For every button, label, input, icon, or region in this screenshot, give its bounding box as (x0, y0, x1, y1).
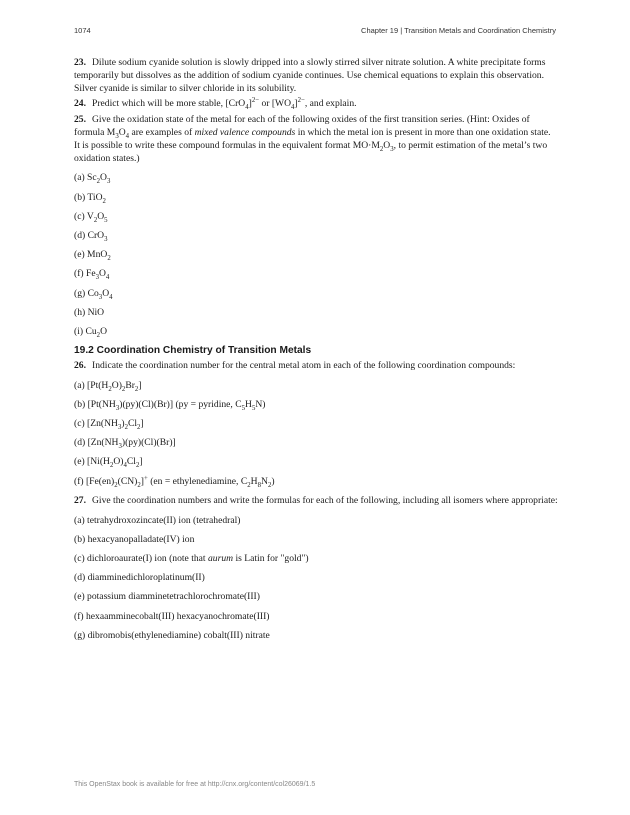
problem-27-items (74, 515, 558, 643)
list-item: (a) $Sc_2O_3$ (74, 172, 111, 186)
list-item: (f) $Fe_3O_4$ (74, 268, 110, 282)
list-item: (e) potassium diamminetetrachlorochromate(III) (74, 591, 260, 603)
problem-text: Indicate the coordination number for the central metal atom in each of the following coordination compounds: (92, 359, 516, 371)
problem-text: Give the coordination numbers and write the formulas for each of the following, including all isomers where appropriate: (92, 494, 558, 506)
list-item: (e) MnO$_2$ (74, 249, 111, 263)
list-item: (c) $[Zn(NH_3)_2Cl_2]$ (74, 418, 144, 431)
footer-note: This OpenStax book is available for free at http://cnx.org/content/col26069/1.5 (74, 781, 316, 788)
section-title: 19.2 Coordination Chemistry of Transition Metals (74, 345, 312, 357)
problem-23 (74, 57, 558, 95)
list-item: (i) $Cu_2O$ (74, 325, 107, 339)
problem-26 (74, 360, 558, 373)
list-item: (a) tetrahydroxozincate(II) ion (tetrahedral) (74, 514, 241, 526)
list-item: (e) $[Ni(H_2O)_4Cl_2]$ (74, 456, 143, 470)
problem-24 (74, 98, 558, 111)
list-item: (b) $[Pt(NH_3)(py)(Cl)(Br)] (py$ = pyridine, $C_5H_5N$) (74, 398, 266, 412)
problem-number: 24. (74, 98, 86, 110)
list-item: (b) TiO$_2$ (74, 191, 106, 205)
problem-number: 25. (74, 114, 86, 126)
problem-text: Give the oxidation state of the metal for each of the following oxides of the first transition series. (Hint: Oxides of formula $M_3O_4$ are examples of mixed valence compounds in which the metal ion is present in more than one oxidation state. It is possible to write these compound formulas in the equivalent format $MO\cdot M_2O_3$, to permit estimation of the metal’s two oxidation states.) (74, 114, 551, 164)
problem-25-items (74, 172, 558, 338)
list-item: (f) $[Fe(en)_2(CN)_2]^+$ (en = ethylenediamine, $C_2H_8N_2$) (74, 474, 275, 489)
list-item: (b) hexacyanopalladate(IV) ion (74, 533, 195, 545)
chapter-header: Chapter 19 | Transition Metals and Coordination Chemistry (361, 26, 556, 35)
list-item: (g) dibromobis(ethylenediamine) cobalt(III) nitrate (74, 629, 270, 641)
list-item: (c) dichloroaurate(I) ion (note that aurum is Latin for "gold") (74, 552, 309, 564)
problem-number: 26. (74, 359, 86, 371)
list-item: (d) $[Zn(NH_3)(py)(Cl)(Br)]$ (74, 437, 176, 451)
problem-number: 27. (74, 494, 86, 506)
list-item: (a) $[Pt(H_2O)_2Br_2]$ (74, 379, 142, 393)
list-item: (d) CrO$_3$ (74, 229, 108, 243)
list-item: (g) $Co_3O_4$ (74, 287, 113, 301)
problem-25 (74, 114, 558, 165)
problem-27 (74, 495, 558, 508)
problem-26-items (74, 380, 558, 489)
problem-text: Dilute sodium cyanide solution is slowly dripped into a slowly stirred silver nitrate solution. A white precipitate forms temporarily but dissolves as the addition of sodium cyanide continues. Use chemical equations to explain this observation. Silver cyanide is similar to silver chloride in its solubility. (74, 57, 546, 94)
page-content (74, 57, 558, 649)
list-item: (h) NiO (74, 306, 105, 318)
page-number: 1074 (74, 26, 91, 35)
list-item: (d) diamminedichloroplatinum(II) (74, 572, 205, 584)
problem-number: 23. (74, 57, 86, 68)
list-item: (c) $V_2O_5$ (74, 210, 108, 224)
list-item: (f) hexaamminecobalt(III) hexacyanochromate(III) (74, 610, 270, 622)
problem-text: Predict which will be more stable, $[CrO_4]^{2-}$ or $[WO_4]^{2-}$, and explain. (92, 97, 357, 112)
